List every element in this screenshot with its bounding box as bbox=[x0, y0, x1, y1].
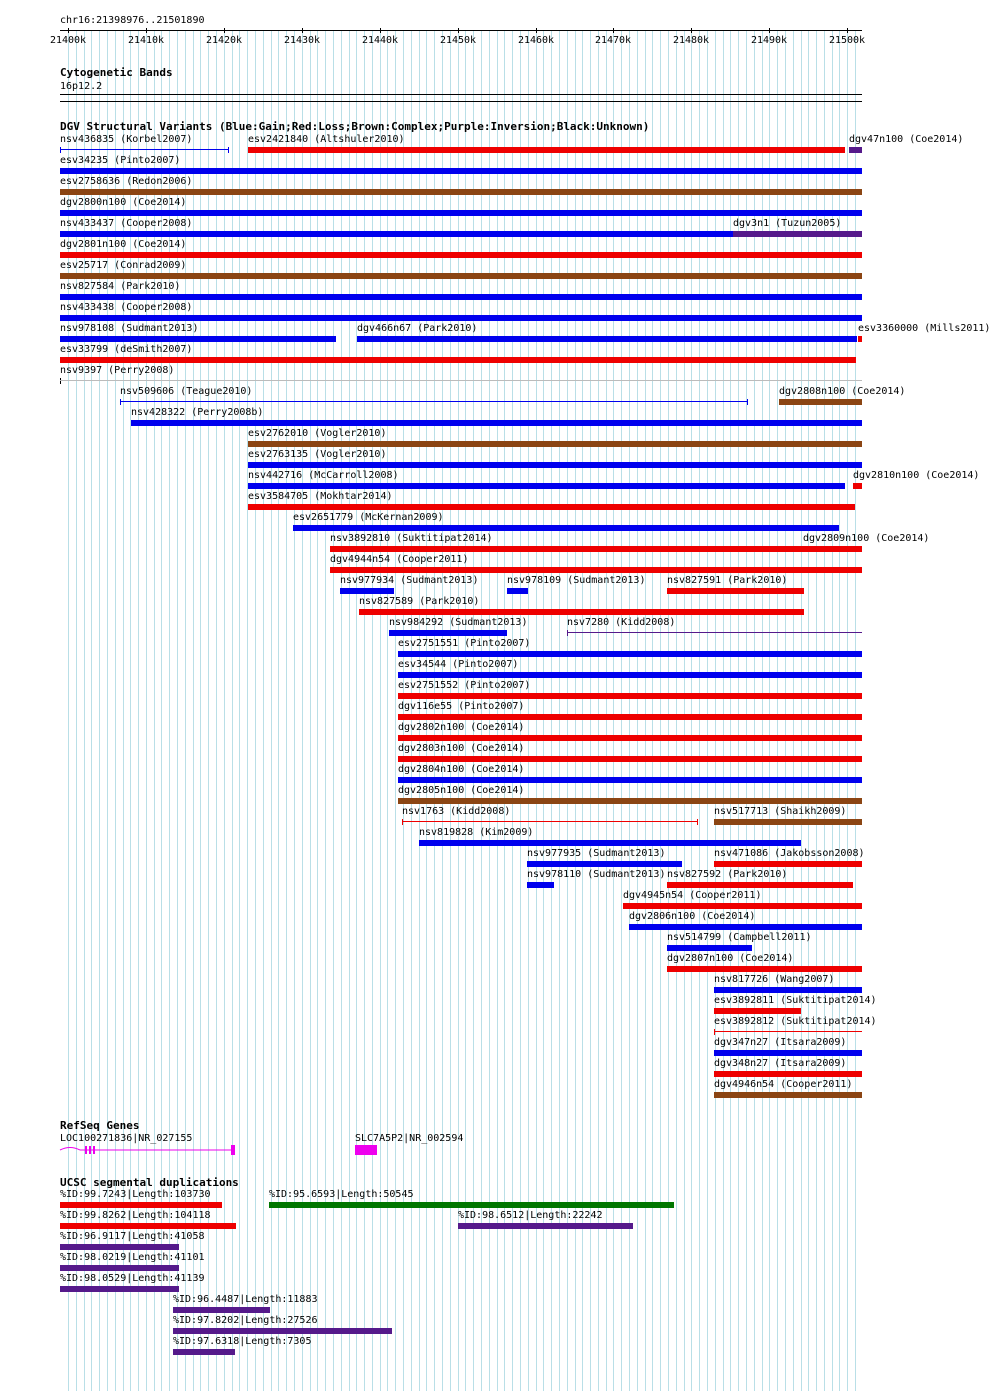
dgv-variant-label[interactable]: dgv347n27 (Itsara2009) bbox=[714, 1037, 847, 1048]
dgv-variant-bar[interactable] bbox=[398, 798, 862, 804]
dgv-variant-label[interactable]: dgv2806n100 (Coe2014) bbox=[629, 911, 756, 922]
ruler-tick bbox=[847, 28, 848, 33]
dgv-variant-label[interactable]: nsv7280 (Kidd2008) bbox=[567, 617, 676, 628]
dgv-variant-label[interactable]: dgv3n1 (Tuzun2005) bbox=[733, 218, 842, 229]
segdup-bar[interactable] bbox=[173, 1349, 235, 1355]
dgv-variant-bar[interactable] bbox=[667, 945, 752, 951]
dgv-variant-bar[interactable] bbox=[330, 546, 804, 552]
refseq-gene-label[interactable]: LOC100271836|NR_027155 bbox=[60, 1133, 193, 1144]
dgv-variant-label[interactable]: dgv2809n100 (Coe2014) bbox=[803, 533, 930, 544]
dgv-variant-bar[interactable] bbox=[398, 672, 862, 678]
dgv-variant-bar[interactable] bbox=[667, 966, 862, 972]
dgv-variant-cap bbox=[567, 630, 568, 636]
dgv-variant-label[interactable]: nsv977934 (Sudmant2013) bbox=[340, 575, 479, 586]
dgv-variant-bar[interactable] bbox=[248, 147, 845, 153]
dgv-variant-cap bbox=[60, 378, 61, 384]
dgv-variant-label[interactable]: dgv2802n100 (Coe2014) bbox=[398, 722, 525, 733]
dgv-variant-label[interactable]: dgv2804n100 (Coe2014) bbox=[398, 764, 525, 775]
dgv-variant-label[interactable]: dgv2805n100 (Coe2014) bbox=[398, 785, 525, 796]
refseq-gene-label[interactable]: SLC7A5P2|NR_002594 bbox=[355, 1133, 464, 1144]
segdup-bar[interactable] bbox=[60, 1223, 236, 1229]
dgv-variant-bar[interactable] bbox=[398, 651, 862, 657]
ruler-tick bbox=[613, 28, 614, 33]
dgv-variant-label[interactable]: nsv819828 (Kim2009) bbox=[419, 827, 534, 838]
dgv-variant-label[interactable]: dgv4944n54 (Cooper2011) bbox=[330, 554, 469, 565]
dgv-variant-bar[interactable] bbox=[60, 252, 862, 258]
dgv-variant-bar[interactable] bbox=[389, 630, 507, 636]
dgv-variant-bar[interactable] bbox=[527, 861, 682, 867]
dgv-variant-cap bbox=[714, 1029, 715, 1035]
dgv-variant-bar[interactable] bbox=[714, 987, 862, 993]
dgv-variant-label[interactable]: esv3360000 (Mills2011) bbox=[858, 323, 990, 334]
dgv-variant-label[interactable]: esv2758636 (Redon2006) bbox=[60, 176, 193, 187]
dgv-variant-label[interactable]: esv34235 (Pinto2007) bbox=[60, 155, 181, 166]
ruler-tick-label: 21460k bbox=[517, 35, 555, 46]
ruler-axis bbox=[60, 30, 862, 31]
segdup-label[interactable]: %ID:98.0219|Length:41101 bbox=[60, 1252, 205, 1263]
dgv-track-title[interactable]: DGV Structural Variants (Blue:Gain;Red:Loss;Brown:Complex;Purple:Inversion;Black:Unknown) bbox=[60, 120, 650, 133]
dgv-variant-bar[interactable] bbox=[714, 861, 862, 867]
dgv-variant-bar[interactable] bbox=[359, 609, 804, 615]
dgv-variant-bar[interactable] bbox=[667, 882, 853, 888]
dgv-variant-bar[interactable] bbox=[858, 336, 862, 342]
segdup-label[interactable]: %ID:97.6318|Length:7305 bbox=[173, 1336, 312, 1347]
segdup-label[interactable]: %ID:99.8262|Length:104118 bbox=[60, 1210, 211, 1221]
dgv-variant-bar[interactable] bbox=[398, 777, 862, 783]
refseq-gene-model[interactable] bbox=[60, 1144, 237, 1156]
dgv-variant-bar[interactable] bbox=[60, 231, 733, 237]
dgv-variant-label[interactable]: nsv827592 (Park2010) bbox=[667, 869, 788, 880]
dgv-variant-label[interactable]: esv2762010 (Vogler2010) bbox=[248, 428, 387, 439]
dgv-variant-label[interactable]: esv2421840 (Altshuler2010) bbox=[248, 134, 405, 145]
dgv-variant-bar[interactable] bbox=[623, 903, 862, 909]
dgv-variant-cap bbox=[402, 819, 403, 825]
ruler-tick-label: 21450k bbox=[439, 35, 477, 46]
dgv-variant-bar[interactable] bbox=[714, 1008, 801, 1014]
dgv-variant-bar[interactable] bbox=[853, 483, 862, 489]
segdup-label[interactable]: %ID:98.0529|Length:41139 bbox=[60, 1273, 205, 1284]
dgv-variant-bar[interactable] bbox=[248, 483, 845, 489]
dgv-separator bbox=[60, 380, 862, 381]
segdup-label[interactable]: %ID:96.4487|Length:11883 bbox=[173, 1294, 318, 1305]
dgv-variant-label[interactable]: esv2651779 (McKernan2009) bbox=[293, 512, 444, 523]
dgv-variant-bar[interactable] bbox=[293, 525, 839, 531]
dgv-variant-label[interactable]: nsv433437 (Cooper2008) bbox=[60, 218, 193, 229]
ruler-tick-label: 21470k bbox=[594, 35, 632, 46]
ruler-tick-label: 21400k bbox=[49, 35, 87, 46]
dgv-variant-label[interactable]: nsv471086 (Jakobsson2008) bbox=[714, 848, 865, 859]
dgv-variant-label[interactable]: dgv116e55 (Pinto2007) bbox=[398, 701, 525, 712]
ruler-tick-label: 21420k bbox=[205, 35, 243, 46]
dgv-variant-bar[interactable] bbox=[60, 189, 862, 195]
refseq-track-title[interactable]: RefSeq Genes bbox=[60, 1119, 140, 1132]
dgv-variant-label[interactable]: dgv2808n100 (Coe2014) bbox=[779, 386, 906, 397]
dgv-variant-label[interactable]: esv3584705 (Mokhtar2014) bbox=[248, 491, 393, 502]
dgv-variant-bar[interactable] bbox=[398, 735, 862, 741]
dgv-variant-label[interactable]: esv2751552 (Pinto2007) bbox=[398, 680, 531, 691]
dgv-variant-bar[interactable] bbox=[248, 504, 855, 510]
dgv-variant-bar[interactable] bbox=[567, 632, 862, 633]
dgv-variant-bar[interactable] bbox=[714, 1092, 862, 1098]
segdup-label[interactable]: %ID:99.7243|Length:103730 bbox=[60, 1189, 211, 1200]
dgv-variant-bar[interactable] bbox=[779, 399, 862, 405]
dgv-variant-bar[interactable] bbox=[340, 588, 394, 594]
segdup-label[interactable]: %ID:97.8202|Length:27526 bbox=[173, 1315, 318, 1326]
dgv-variant-bar[interactable] bbox=[714, 1031, 862, 1032]
dgv-variant-bar[interactable] bbox=[248, 441, 862, 447]
dgv-variant-cap bbox=[60, 147, 61, 153]
dgv-variant-label[interactable]: nsv514799 (Campbell2011) bbox=[667, 932, 812, 943]
ruler-tick bbox=[302, 28, 303, 33]
refseq-gene-bar[interactable] bbox=[355, 1145, 377, 1155]
ruler-tick bbox=[458, 28, 459, 33]
dgv-variant-bar[interactable] bbox=[733, 231, 862, 237]
dgv-variant-bar[interactable] bbox=[60, 294, 862, 300]
dgv-variant-bar[interactable] bbox=[803, 546, 862, 552]
ruler-tick bbox=[68, 28, 69, 33]
dgv-variant-bar[interactable] bbox=[131, 420, 862, 426]
cytoband-line-2 bbox=[60, 101, 862, 102]
dgv-variant-label[interactable]: dgv4945n54 (Cooper2011) bbox=[623, 890, 762, 901]
dgv-variant-bar[interactable] bbox=[398, 693, 862, 699]
cytoband-track-title[interactable]: Cytogenetic Bands bbox=[60, 66, 173, 79]
dgv-variant-label[interactable]: dgv2810n100 (Coe2014) bbox=[853, 470, 980, 481]
ruler-tick bbox=[146, 28, 147, 33]
dgv-variant-bar[interactable] bbox=[248, 462, 862, 468]
dgv-variant-label[interactable]: dgv47n100 (Coe2014) bbox=[849, 134, 964, 145]
dgv-variant-bar[interactable] bbox=[402, 821, 698, 822]
dgv-variant-bar[interactable] bbox=[60, 149, 229, 150]
ruler-tick bbox=[769, 28, 770, 33]
dgv-variant-label[interactable]: nsv978108 (Sudmant2013) bbox=[60, 323, 199, 334]
dgv-variant-label[interactable]: nsv517713 (Shaikh2009) bbox=[714, 806, 847, 817]
dgv-variant-label[interactable]: nsv978109 (Sudmant2013) bbox=[507, 575, 646, 586]
segdup-bar[interactable] bbox=[173, 1307, 270, 1313]
dgv-variant-bar[interactable] bbox=[60, 315, 862, 321]
cytoband-label: 16p12.2 bbox=[60, 81, 103, 92]
dgv-variant-bar[interactable] bbox=[849, 147, 862, 153]
segdup-label[interactable]: %ID:98.6512|Length:22242 bbox=[458, 1210, 603, 1221]
dgv-variant-label[interactable]: nsv817726 (Wang2007) bbox=[714, 974, 835, 985]
dgv-variant-bar[interactable] bbox=[714, 1071, 862, 1077]
dgv-variant-bar[interactable] bbox=[419, 840, 801, 846]
dgv-variant-bar[interactable] bbox=[60, 336, 336, 342]
ruler-tick-label: 21480k bbox=[672, 35, 710, 46]
segdup-bar[interactable] bbox=[458, 1223, 633, 1229]
locus-label: chr16:21398976..21501890 bbox=[60, 15, 205, 26]
segdup-bar[interactable] bbox=[60, 1244, 179, 1250]
dgv-variant-bar[interactable] bbox=[330, 567, 862, 573]
segdup-track-title[interactable]: UCSC segmental duplications bbox=[60, 1176, 239, 1189]
segdup-bar[interactable] bbox=[60, 1265, 179, 1271]
dgv-variant-bar[interactable] bbox=[60, 210, 862, 216]
dgv-variant-label[interactable]: nsv9397 (Perry2008) bbox=[60, 365, 175, 376]
dgv-variant-label[interactable]: nsv827591 (Park2010) bbox=[667, 575, 788, 586]
dgv-variant-bar[interactable] bbox=[629, 924, 862, 930]
dgv-variant-label[interactable]: nsv433438 (Cooper2008) bbox=[60, 302, 193, 313]
cytoband-line-1 bbox=[60, 94, 862, 95]
dgv-variant-bar[interactable] bbox=[60, 357, 856, 363]
dgv-variant-label[interactable]: esv2751551 (Pinto2007) bbox=[398, 638, 531, 649]
dgv-variant-label[interactable]: dgv348n27 (Itsara2009) bbox=[714, 1058, 847, 1069]
dgv-variant-label[interactable]: esv2763135 (Vogler2010) bbox=[248, 449, 387, 460]
ruler-tick-label: 21490k bbox=[750, 35, 788, 46]
dgv-variant-cap bbox=[120, 399, 121, 405]
dgv-variant-label[interactable]: esv34544 (Pinto2007) bbox=[398, 659, 519, 670]
ruler-tick-label: 21500k bbox=[828, 35, 866, 46]
dgv-variant-label[interactable]: esv25717 (Conrad2009) bbox=[60, 260, 187, 271]
dgv-variant-bar[interactable] bbox=[527, 882, 554, 888]
dgv-variant-bar[interactable] bbox=[357, 336, 857, 342]
segdup-label[interactable]: %ID:96.9117|Length:41058 bbox=[60, 1231, 205, 1242]
dgv-variant-label[interactable]: nsv428322 (Perry2008b) bbox=[131, 407, 264, 418]
dgv-variant-bar[interactable] bbox=[507, 588, 528, 594]
dgv-variant-label[interactable]: nsv436835 (Korbel2007) bbox=[60, 134, 193, 145]
dgv-variant-cap bbox=[697, 819, 698, 825]
segdup-bar[interactable] bbox=[173, 1328, 392, 1334]
dgv-variant-label[interactable]: nsv978110 (Sudmant2013) bbox=[527, 869, 666, 880]
ruler-tick bbox=[224, 28, 225, 33]
ruler-tick bbox=[691, 28, 692, 33]
dgv-variant-label[interactable]: dgv2807n100 (Coe2014) bbox=[667, 953, 794, 964]
dgv-variant-bar[interactable] bbox=[714, 819, 862, 825]
dgv-variant-label[interactable]: dgv2800n100 (Coe2014) bbox=[60, 197, 187, 208]
dgv-variant-label[interactable]: esv3892812 (Suktitipat2014) bbox=[714, 1016, 877, 1027]
segdup-bar[interactable] bbox=[60, 1202, 222, 1208]
dgv-variant-label[interactable]: nsv977935 (Sudmant2013) bbox=[527, 848, 666, 859]
dgv-variant-bar[interactable] bbox=[714, 1050, 862, 1056]
segdup-bar[interactable] bbox=[269, 1202, 674, 1208]
dgv-variant-label[interactable]: nsv1763 (Kidd2008) bbox=[402, 806, 511, 817]
dgv-variant-label[interactable]: dgv2803n100 (Coe2014) bbox=[398, 743, 525, 754]
ruler-tick-label: 21430k bbox=[283, 35, 321, 46]
segdup-bar[interactable] bbox=[60, 1286, 179, 1292]
dgv-variant-label[interactable]: nsv827584 (Park2010) bbox=[60, 281, 181, 292]
dgv-variant-bar[interactable] bbox=[120, 401, 748, 402]
segdup-label[interactable]: %ID:95.6593|Length:50545 bbox=[269, 1189, 414, 1200]
dgv-variant-label[interactable]: esv33799 (deSmith2007) bbox=[60, 344, 193, 355]
ruler-tick bbox=[380, 28, 381, 33]
dgv-variant-cap bbox=[228, 147, 229, 153]
dgv-variant-bar[interactable] bbox=[60, 273, 862, 279]
dgv-variant-label[interactable]: dgv4946n54 (Cooper2011) bbox=[714, 1079, 853, 1090]
dgv-variant-cap bbox=[747, 399, 748, 405]
dgv-variant-label[interactable]: nsv442716 (McCarroll2008) bbox=[248, 470, 399, 481]
ruler-tick bbox=[536, 28, 537, 33]
dgv-variant-bar[interactable] bbox=[398, 714, 862, 720]
dgv-variant-bar[interactable] bbox=[398, 756, 862, 762]
dgv-variant-label[interactable]: dgv466n67 (Park2010) bbox=[357, 323, 478, 334]
dgv-variant-bar[interactable] bbox=[60, 168, 862, 174]
dgv-variant-label[interactable]: nsv509606 (Teague2010) bbox=[120, 386, 253, 397]
dgv-variant-label[interactable]: nsv984292 (Sudmant2013) bbox=[389, 617, 528, 628]
dgv-variant-label[interactable]: esv3892811 (Suktitipat2014) bbox=[714, 995, 877, 1006]
dgv-variant-label[interactable]: nsv827589 (Park2010) bbox=[359, 596, 480, 607]
ruler-tick-label: 21410k bbox=[127, 35, 165, 46]
dgv-variant-bar[interactable] bbox=[667, 588, 804, 594]
dgv-variant-label[interactable]: dgv2801n100 (Coe2014) bbox=[60, 239, 187, 250]
ruler-tick-label: 21440k bbox=[361, 35, 399, 46]
dgv-variant-label[interactable]: nsv3892810 (Suktitipat2014) bbox=[330, 533, 493, 544]
